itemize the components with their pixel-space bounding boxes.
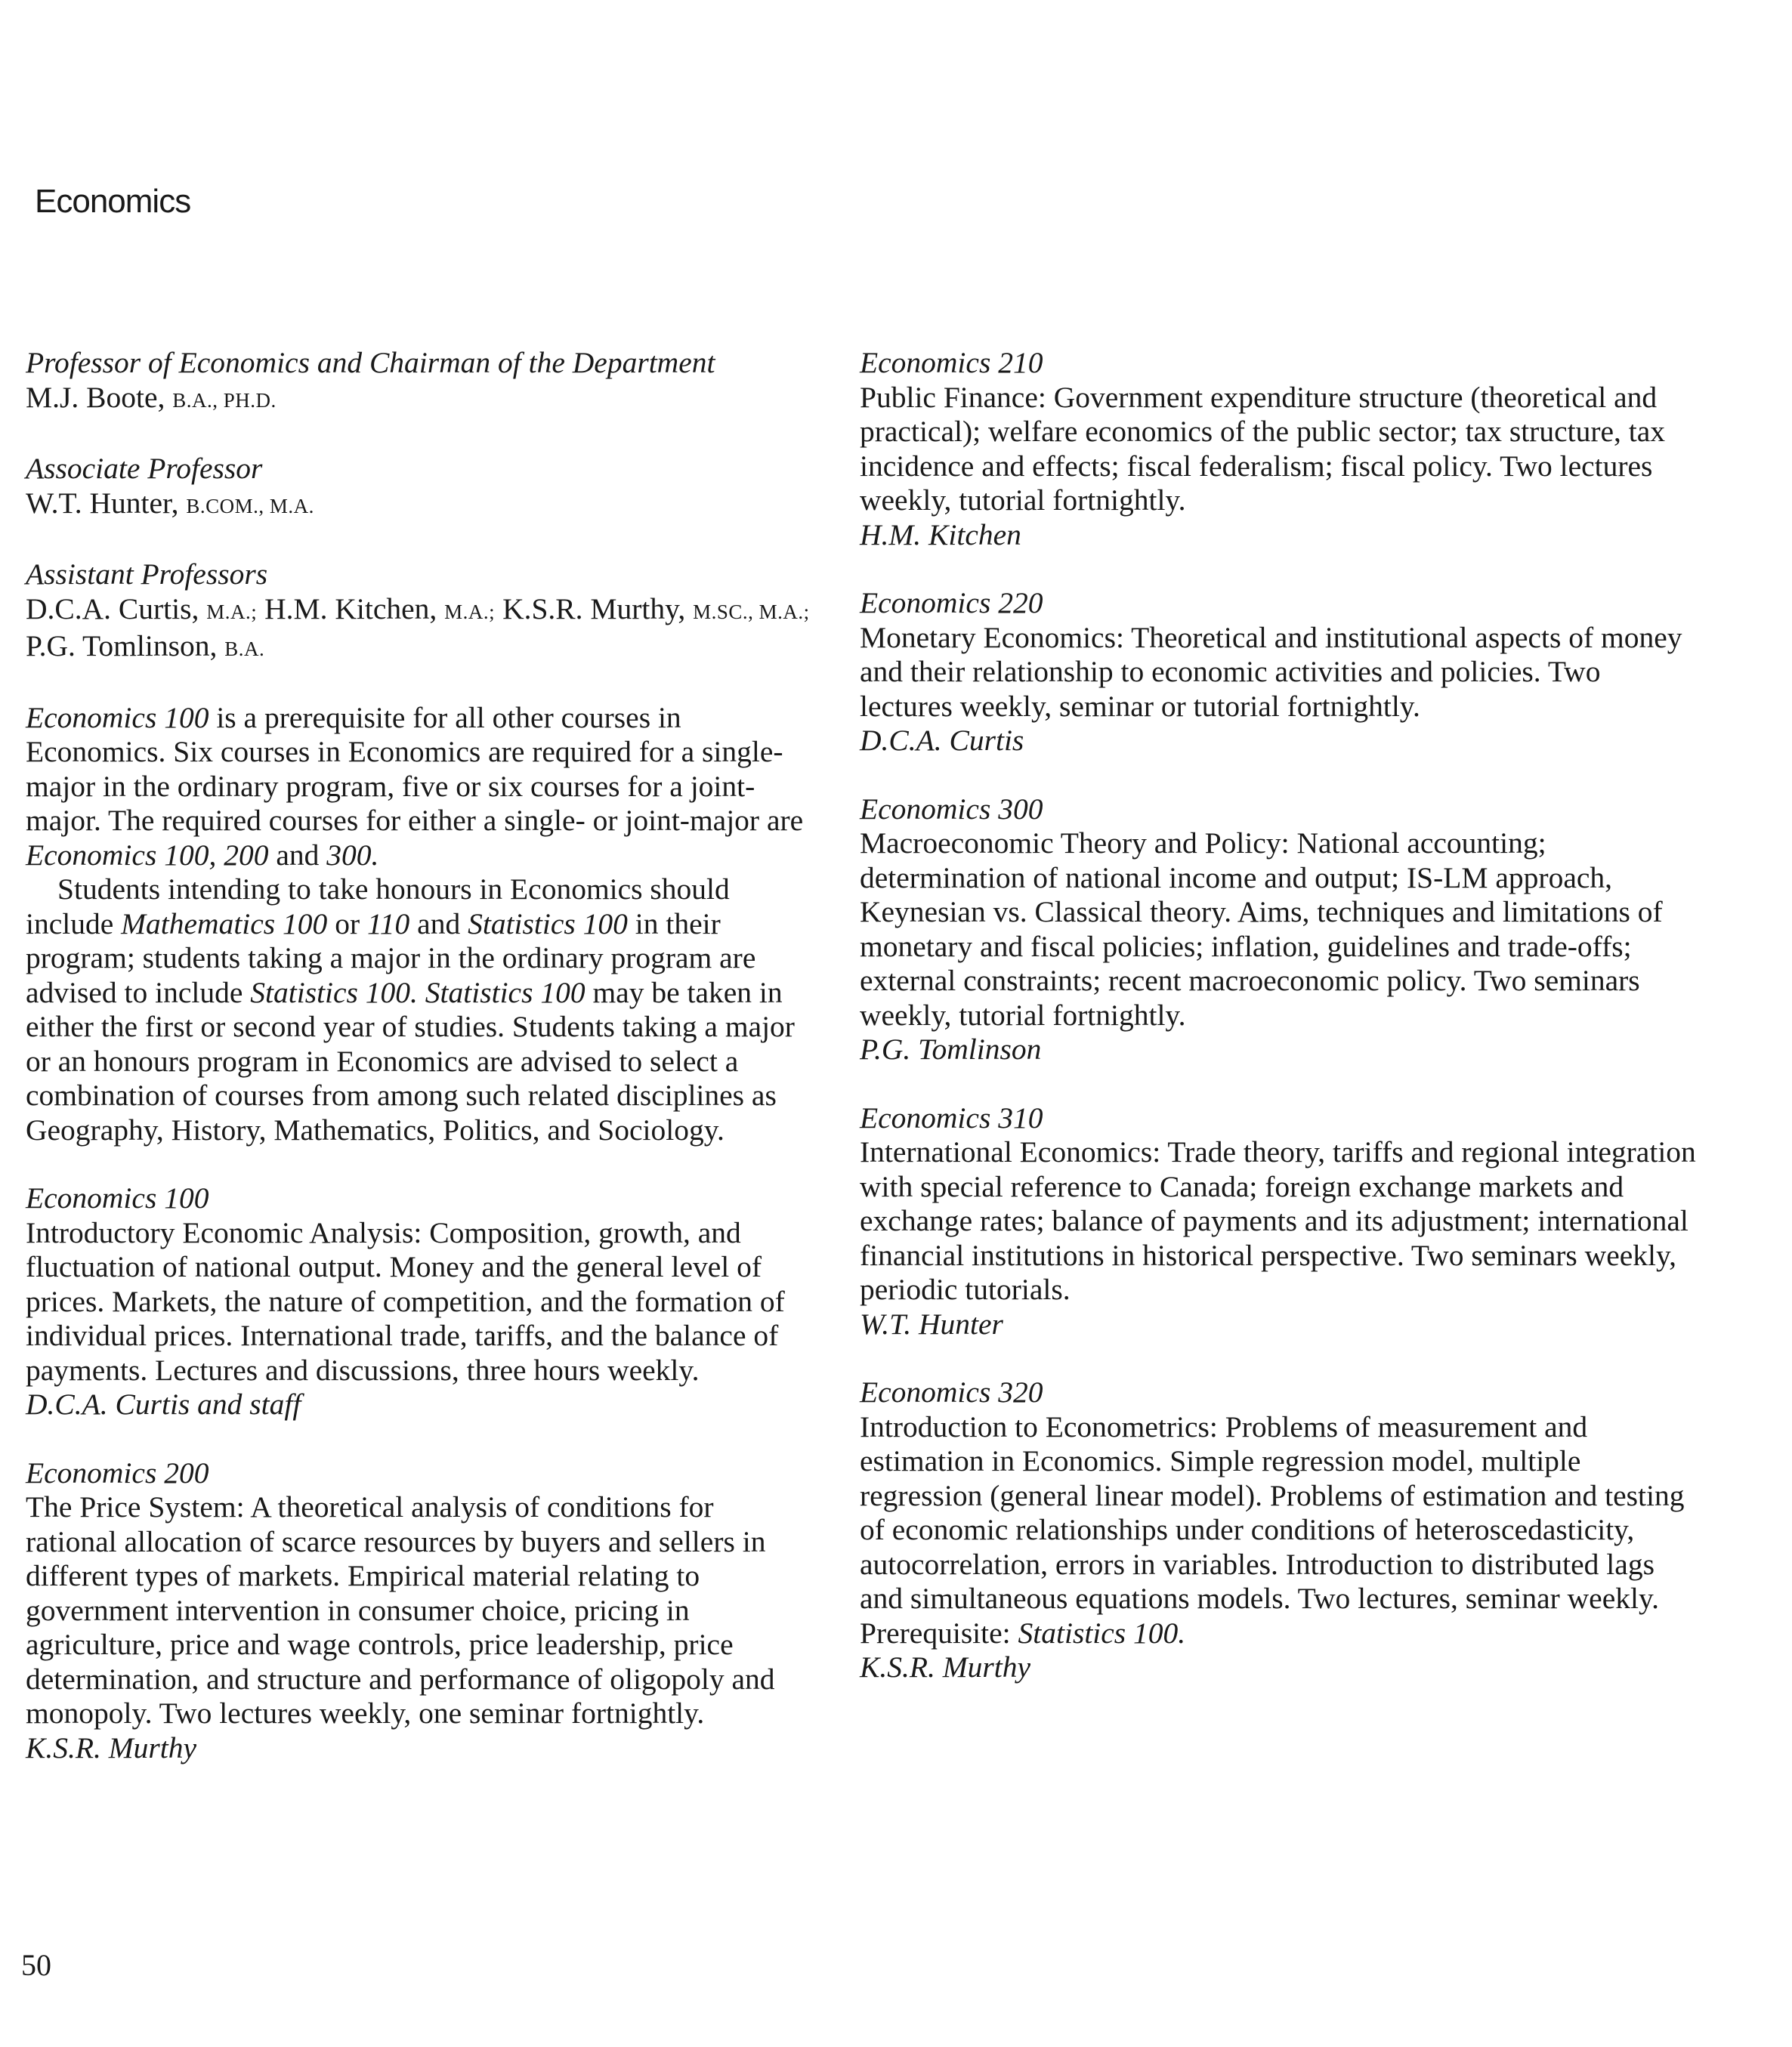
- faculty-title: Assistant Professors: [26, 557, 268, 591]
- right-column: [860, 346, 1698, 1719]
- faculty-degrees: M.A.;: [444, 600, 496, 623]
- course-description: [860, 1410, 1698, 1651]
- course-description: [860, 381, 1698, 518]
- course-description-text: Monetary Economics: Theoretical and institutional aspects of money and their relationship to economic activities and policies. Two lectures weekly, seminar or tutorial fortnightly.: [860, 620, 1682, 723]
- text-run: in their program; students taking a major in the ordinary program are advised to include: [26, 906, 756, 1009]
- course-block: [26, 1181, 811, 1422]
- italic-text-run: 110: [366, 906, 410, 940]
- faculty-title: Professor of Economics and Chairman of the Department: [26, 346, 715, 379]
- text-run: and: [268, 838, 327, 872]
- text-run: is a prerequisite for all other courses in Economics. Six courses in Economics are required for a single-major in the ordinary program, five or six courses for a joint-major. The required courses for either a single- or joint-major are: [26, 700, 804, 837]
- course-prerequisite: [860, 1616, 1185, 1650]
- faculty-assistants: [26, 557, 811, 667]
- course-instructor: K.S.R. Murthy: [860, 1650, 1031, 1684]
- faculty-degrees: M.A.;: [206, 600, 258, 623]
- course-instructor: W.T. Hunter: [860, 1307, 1003, 1341]
- intro-section: [26, 701, 811, 1148]
- course-description: [860, 1135, 1698, 1308]
- course-instructor: P.G. Tomlinson: [860, 1033, 1042, 1066]
- faculty-degrees: B.A., PH.D.: [172, 388, 277, 412]
- course-description-text: International Economics: Trade theory, tariffs and regional integration with special reference to Canada; foreign exchange markets and exchange rates; balance of payments and its adjustment; international financial institutions in historical perspective. Two seminars weekly, periodic tutorials.: [860, 1135, 1696, 1306]
- course-code: Economics 320: [860, 1375, 1043, 1409]
- prerequisite-label: Prerequisite:: [860, 1616, 1011, 1650]
- course-description: [860, 621, 1698, 724]
- faculty-name: M.J. Boote,: [26, 380, 165, 414]
- faculty-member-list: [26, 592, 811, 667]
- italic-text-run: Statistics 100: [468, 906, 628, 940]
- faculty-name: W.T. Hunter,: [26, 486, 179, 520]
- text-run: or: [327, 906, 367, 940]
- faculty-member: [26, 381, 811, 418]
- course-list-left: [26, 1181, 811, 1765]
- intro-paragraph: [26, 872, 811, 1147]
- course-code: Economics 310: [860, 1101, 1043, 1135]
- course-list-right: [860, 346, 1698, 1685]
- faculty-name: H.M. Kitchen,: [264, 591, 437, 625]
- faculty-name: D.C.A. Curtis,: [26, 591, 199, 625]
- course-code: Economics 220: [860, 586, 1043, 619]
- course-block: [860, 586, 1698, 758]
- course-code: Economics 100: [26, 1181, 209, 1215]
- course-block: [860, 346, 1698, 552]
- course-instructor: K.S.R. Murthy: [26, 1731, 197, 1764]
- course-description-text: Introductory Economic Analysis: Composition, growth, and fluctuation of national output. Money and the general level of prices. Markets, the nature of competition, and the formation of individual prices. International trade, tariffs, and the balance of payments. Lectures and discussions, three hours weekly.: [26, 1215, 785, 1387]
- faculty-degrees: B.A.: [224, 638, 265, 660]
- italic-text-run: Statistics 100. Statistics 100: [250, 975, 585, 1009]
- course-block: [26, 1456, 811, 1766]
- text-run: may be taken in either the first or second year of studies. Students taking a major or an honours program in Economics are advised to select a combination of courses from among such related disciplines as Geography, History, Mathematics, Politics, and Sociology.: [26, 975, 795, 1147]
- page-title: Economics: [35, 183, 191, 220]
- course-description-text: Public Finance: Government expenditure structure (theoretical and practical); welfare economics of the public sector; tax structure, tax incidence and effects; fiscal federalism; fiscal policy. Two lectures weekly, tutorial fortnightly.: [860, 380, 1666, 517]
- left-column: [26, 346, 811, 1799]
- course-description-text: Macroeconomic Theory and Policy: National accounting; determination of national income and output; IS-LM approach, Keynesian vs. Classical theory. Aims, techniques and limitations of monetary and fiscal policies; inflation, guidelines and trade-offs; external constraints; recent macroeconomic policy. Two seminars weekly, tutorial fortnightly.: [860, 826, 1663, 1032]
- course-instructor: D.C.A. Curtis and staff: [26, 1388, 301, 1421]
- course-code: Economics 200: [26, 1456, 209, 1490]
- course-description-text: The Price System: A theoretical analysis of conditions for rational allocation of scarce resources by buyers and sellers in different types of markets. Empirical material relating to government intervention in consumer choice, pricing in agriculture, price and wage controls, price leadership, price determination, and structure and performance of oligopoly and monopoly. Two lectures weekly, one seminar fortnightly.: [26, 1490, 775, 1730]
- prerequisite-value: Statistics 100.: [1018, 1616, 1186, 1650]
- course-block: [860, 1101, 1698, 1342]
- course-block: [860, 1375, 1698, 1685]
- course-code: Economics 300: [860, 792, 1043, 826]
- faculty-associate: [26, 452, 811, 523]
- course-description: [860, 826, 1698, 1033]
- text-run: and: [409, 906, 468, 940]
- course-description-text: Introduction to Econometrics: Problems of measurement and estimation in Economics. Simple regression model, multiple regression (general linear model). Problems of estimation and testing of economic relationships under conditions of heteroscedasticity, autocorrelation, errors in variables. Introduction to distributed lags and simultaneous equations models. Two lectures, seminar weekly.: [860, 1409, 1685, 1615]
- italic-text-run: Mathematics 100: [121, 906, 328, 940]
- italic-text-run: Economics 100, 200: [26, 838, 269, 872]
- faculty-professor: [26, 346, 811, 418]
- faculty-title: Associate Professor: [26, 452, 263, 485]
- intro-paragraph: [26, 701, 811, 873]
- course-instructor: D.C.A. Curtis: [860, 724, 1024, 757]
- course-description: [26, 1216, 811, 1388]
- faculty-name: P.G. Tomlinson,: [26, 629, 218, 662]
- italic-text-run: 300.: [326, 838, 379, 872]
- course-instructor: H.M. Kitchen: [860, 517, 1021, 551]
- faculty-degrees: B.COM., M.A.: [186, 494, 314, 517]
- faculty-name: K.S.R. Murthy,: [502, 591, 686, 625]
- faculty-member: [26, 486, 811, 524]
- course-code: Economics 210: [860, 346, 1043, 379]
- course-block: [860, 792, 1698, 1067]
- text-run: Students intending to take honours in Economics should include: [26, 872, 730, 940]
- page-number: 50: [21, 1948, 51, 1982]
- italic-text-run: Economics 100: [26, 700, 209, 734]
- course-description: [26, 1490, 811, 1731]
- faculty-degrees: M.SC., M.A.;: [693, 600, 810, 623]
